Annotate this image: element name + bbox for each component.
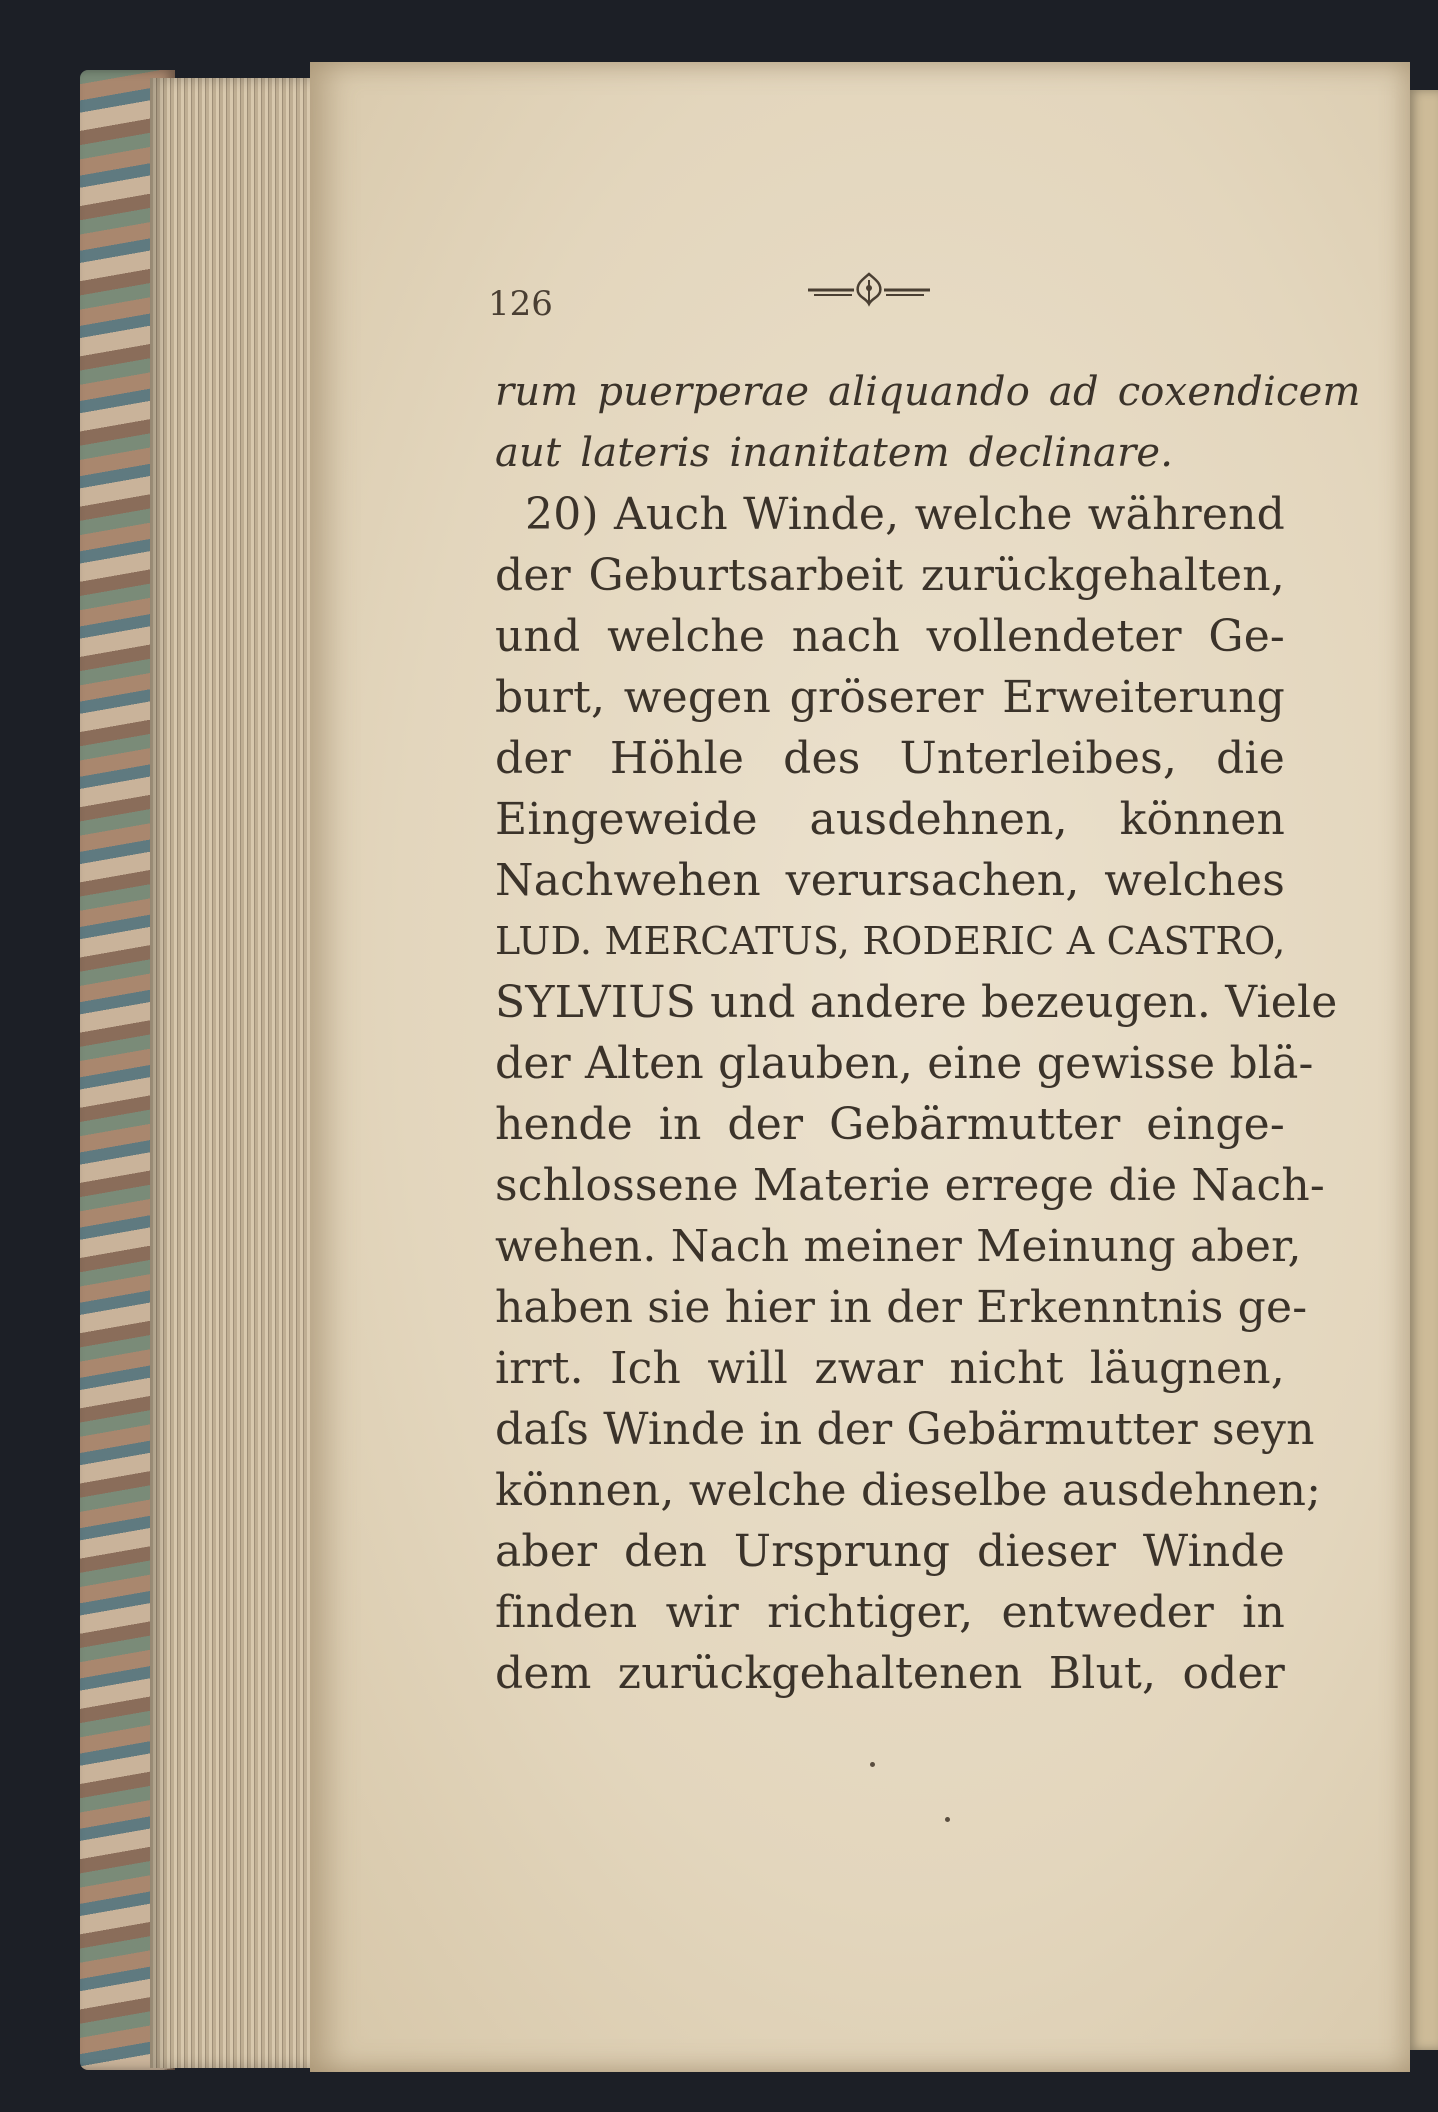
text-line: aut lateris inanitatem declinare. [495, 430, 1174, 476]
page-edges [150, 78, 330, 2068]
text-line: aber den Ursprung dieser Winde [495, 1526, 1285, 1577]
book-page [310, 62, 1410, 2072]
text-line: können, welche dieselbe ausdehnen; [495, 1465, 1322, 1516]
text-line: dem zurückgehaltenen Blut, oder [495, 1648, 1285, 1699]
text-line: rum puerperae aliquando ad coxendicem [495, 369, 1361, 415]
ink-speck [945, 1817, 950, 1822]
text-line: Eingeweide ausdehnen, können [495, 794, 1285, 845]
printers-ornament-icon [804, 268, 934, 310]
text-line: daſs Winde in der Gebärmutter seyn [495, 1404, 1315, 1455]
text-line: 20) Auch Winde, welche während [525, 489, 1285, 540]
body-text [495, 362, 1361, 1704]
text-line: finden wir richtiger, entweder in [495, 1587, 1285, 1638]
facing-page-edge [1408, 90, 1438, 2050]
text-line: LUD. MERCATUS, RODERIC A CASTRO, [495, 919, 1286, 963]
text-line: haben sie hier in der Erkenntnis ge- [495, 1282, 1308, 1333]
text-line: burt, wegen gröserer Erweiterung [495, 672, 1285, 723]
text-line: Nachwehen verursachen, welches [495, 855, 1285, 906]
text-line: und welche nach vollendeter Ge- [495, 611, 1285, 662]
ink-speck [870, 1762, 875, 1767]
text-line: SYLVIUS und andere bezeugen. Viele [495, 977, 1338, 1028]
text-line: wehen. Nach meiner Meinung aber, [495, 1221, 1302, 1272]
text-line: irrt. Ich will zwar nicht läugnen, [495, 1343, 1285, 1394]
text-line: schlossene Materie errege die Nach- [495, 1160, 1326, 1211]
text-line: der Höhle des Unterleibes, die [495, 733, 1285, 784]
text-line: hende in der Gebärmutter einge- [495, 1099, 1285, 1150]
page-number: 126 [488, 284, 553, 324]
text-line: der Geburtsarbeit zurückgehalten, [495, 550, 1285, 601]
text-line: der Alten glauben, eine gewisse blä- [495, 1038, 1314, 1089]
